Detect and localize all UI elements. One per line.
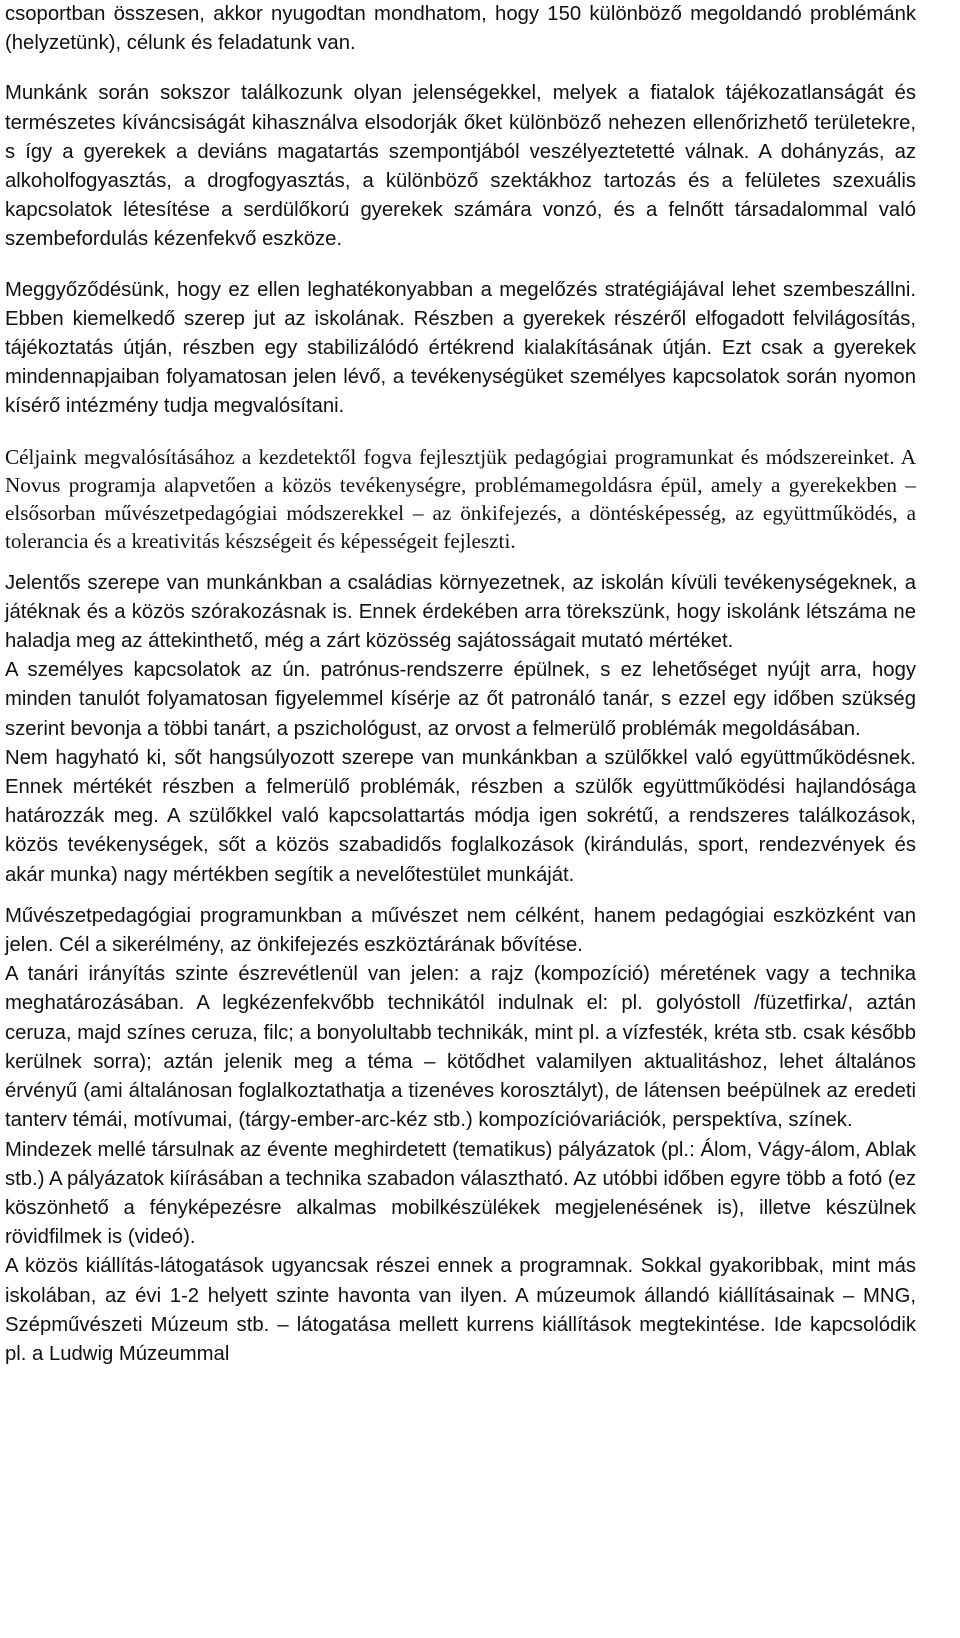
document-page <box>5 0 916 1369</box>
paragraph-art-pedagogy: Művészetpedagógiai programunkban a művészet nem célként, hanem pedagógiai eszközként van jelen. Cél a sikerélmény, az önkifejezés eszköztárának bővítése. <box>5 904 916 957</box>
paragraph-gap <box>5 890 916 902</box>
paragraph-competitions: Mindezek mellé társulnak az évente meghirdetett (tematikus) pályázatok (pl.: Álom, Vágy-álom, Ablak stb.) A pályázatok kiírásában a technika szabadon választható. Az utóbbi időben egyre több a fotó (ez köszönhető a fényképezésre alkalmas mobilkészülékek megjelenésének is), illetve készülnek rövidfilmek is (videó). <box>5 1138 916 1249</box>
paragraph-parent-cooperation: Nem hagyható ki, sőt hangsúlyozott szerepe van munkánkban a szülőkkel való együttműködésnek. Ennek mértékét részben a felmerülő problémák, részben a szülők együttműködési hajlandósága határozzák meg. A szülőkkel való kapcsolattartás módja igen sokrétű, a rendszeres találkozások, közös tevékenységek, sőt a közös szabadidős foglalkozások (kirándulás, sport, rendezvények és akár munka) nagy mértékben segítik a nevelőtestület munkáját. <box>5 746 916 886</box>
paragraph-prevention: Meggyőződésünk, hogy ez ellen leghatékonyabban a megelőzés stratégiájával lehet szembeszállni. Ebben kiemelkedő szerep jut az iskolának. Részben a gyerekek részéről elfogadott felvilágosítás, tájékoztatás útján, részben egy stabilizálódó értékrend kialakításának útján. Ezt csak a gyerekek mindennapjaiban folyamatosan jelen lévő, a tevékenységüket személyes kapcsolatok során nyomon kísérő intézmény tudja megvalósítani. <box>5 278 916 418</box>
paragraph-teacher-guidance: A tanári irányítás szinte észrevétlenül van jelen: a rajz (kompozíció) méretének vagy a technika meghatározásában. A legkézenfekvőbb technikától indulnak el: pl. golyóstoll /füzetfirka/, aztán ceruza, majd színes ceruza, filc; a bonyolultabb technikák, mint pl. a vízfesték, kréta stb. csak később kerülnek sorra); aztán jelenik meg a téma – kötődhet valamilyen aktualitáshoz, lehet általános érvényű (ami általánosan foglalkoztathatja a tizenéves korosztályt), de látensen beépülnek az eredeti tanterv témái, motívumai, (tárgy-ember-arc-kéz stb.) kompozícióvariációk, perspektíva, színek. <box>5 963 916 1132</box>
paragraph-exhibitions: A közös kiállítás-látogatások ugyancsak részei ennek a programnak. Sokkal gyakoribbak, mint más iskolában, az évi 1-2 helyett szinte havonta van ilyen. A múzeumok állandó kiállításainak – MNG, Szépművészeti Múzeum stb. – látogatása mellett kurrens kiállítások megtekintése. Ide kapcsolódik pl. a Ludwig Múzeummal <box>5 1255 916 1365</box>
paragraph-novus-program: Céljaink megvalósításához a kezdetektől fogva fejlesztjük pedagógiai programunkat és módszereinket. A Novus programja alapvetően a közös tevékenységre, problémamegoldásra épül, amely a gyerekekben – elsősorban művészetpedagógiai módszerekkel – az önkifejezés, a döntésképesség, az együttműködés, a tolerancia és a kreativitás készségeit és képességeit fejleszti. <box>5 444 916 553</box>
paragraph-deviant-behaviour: Munkánk során sokszor találkozunk olyan jelenségekkel, melyek a fiatalok tájékozatlanságát és természetes kíváncsiságát kihasználva elsodorják őket különböző nehezen ellenőrizhető területekre, s így a gyerekek a deviáns magatartás szempontjából veszélyeztetetté válnak. A dohányzás, az alkoholfogyasztás, a drogfogyasztás, a különböző szektákhoz tartozás és a felületes szexuális kapcsolatok létesítése a serdülőkorú gyerekek számára vonzó, és a felnőtt társadalommal való szembefordulás kézenfekvő eszköze. <box>5 82 916 251</box>
paragraph-gap <box>5 555 916 569</box>
paragraph-family-environment: Jelentős szerepe van munkánkban a családias környezetnek, az iskolán kívüli tevékenységeknek, a játéknak és a közös szórakozásnak is. Ennek érdekében arra törekszünk, hogy iskolánk létszáma ne haladja meg az áttekinthető, még a zárt közösség sajátosságait mutató mértéket. <box>5 571 916 653</box>
paragraph-intro-continuation: csoportban összesen, akkor nyugodtan mondhatom, hogy 150 különböző megoldandó problémánk (helyzetünk), célunk és feladatunk van. <box>5 3 916 55</box>
paragraph-gap <box>5 58 916 79</box>
paragraph-gap <box>5 422 916 443</box>
paragraph-gap <box>5 255 916 276</box>
paragraph-patron-system: A személyes kapcsolatok az ún. patrónus-rendszerre épülnek, s ez lehetőséget nyújt arra, hogy minden tanulót folyamatosan figyelemmel kísérje az őt patronáló tanár, s ezzel egy időben szükség szerint bevonja a többi tanárt, a pszichológust, az orvost a felmerülő problémák megoldásában. <box>5 659 916 740</box>
